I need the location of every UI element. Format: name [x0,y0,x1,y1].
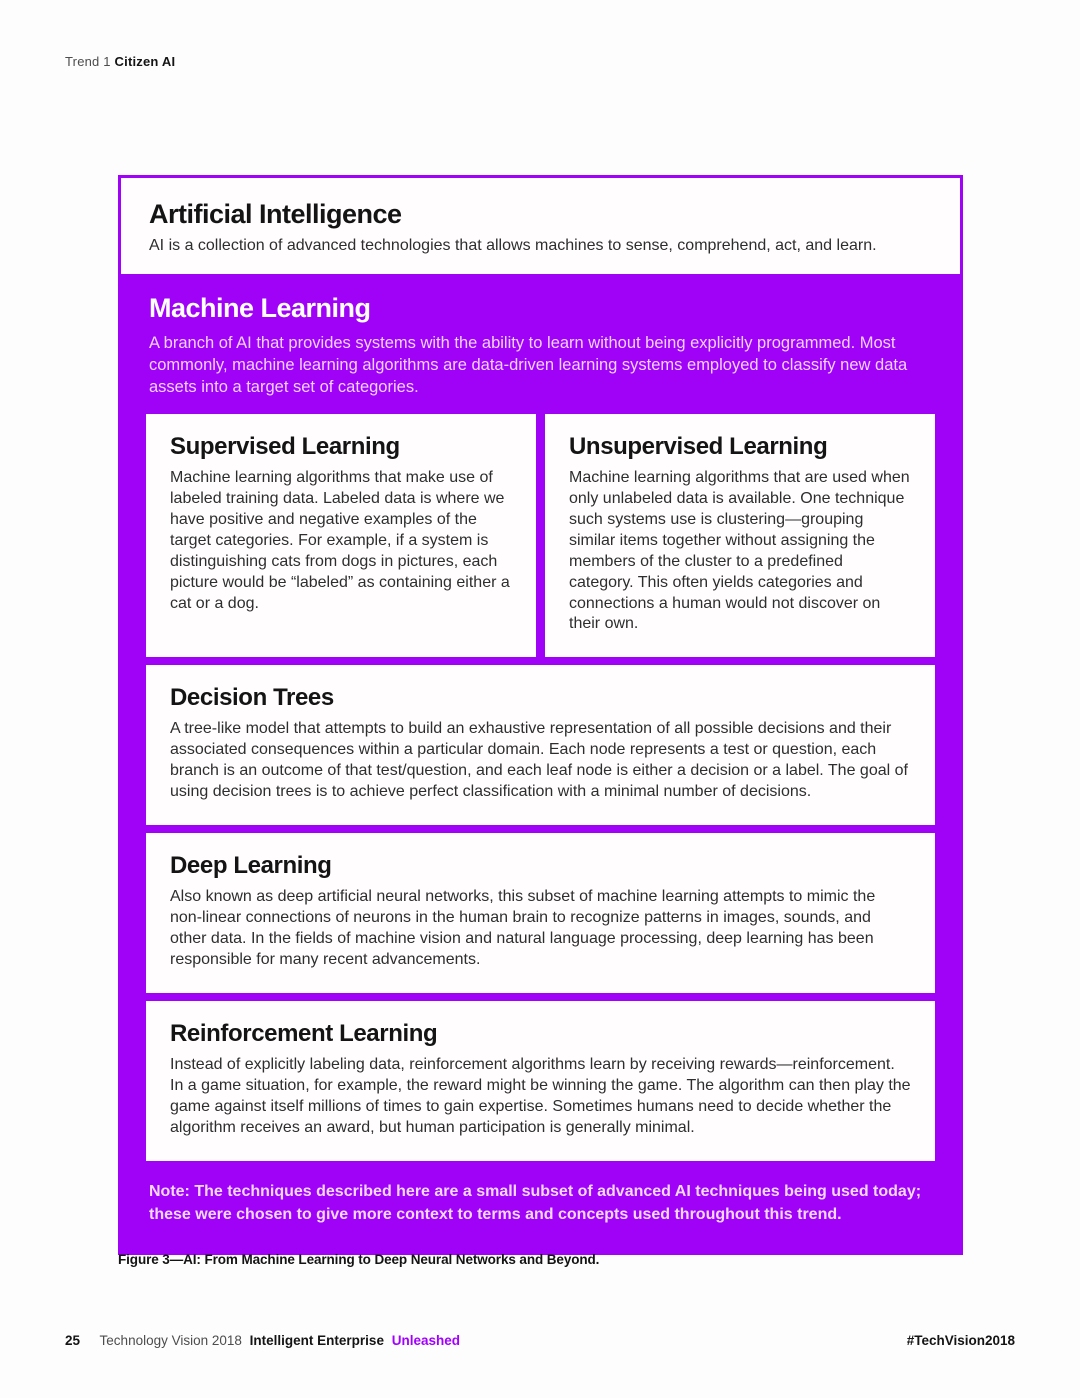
supervised-learning-card [146,414,536,658]
decision-trees-card [146,665,935,825]
machine-learning-description: A branch of AI that provides systems with the ability to learn without being explicitly programmed. Most commonly, machine learning algorithms are data-driven learning systems employed to classify new data assets into a target set of categories. [149,334,908,396]
publication-name: Technology Vision 2018 [99,1333,242,1348]
artificial-intelligence-description: AI is a collection of advanced technologies that allows machines to sense, comprehend, act, and learn. [149,237,877,254]
page-footer [65,1333,1015,1348]
reinforcement-learning-card [146,1001,935,1161]
reinforcement-learning-title: Reinforcement Learning [170,1020,438,1048]
footer-publication-info [65,1333,464,1348]
supervised-unsupervised-row [146,414,935,658]
deep-learning-title: Deep Learning [170,852,332,880]
supervised-learning-description: Machine learning algorithms that make use of labeled training data. Labeled data is where we have positive and negative examples of the target categories. For example, if a system is distinguishing cats from dogs in pictures, each picture would be “labeled” as containing either a cat or a dog. [170,468,510,612]
deep-learning-description: Also known as deep artificial neural networks, this subset of machine learning attempts to mimic the non-linear connections of neurons in the human brain to recognize patterns in images, sounds, and other data. In the fields of machine vision and natural language processing, deep learning has been responsible for many recent advancements. [170,888,876,969]
page-number: 25 [65,1333,81,1348]
machine-learning-section [121,274,960,1252]
reinforcement-learning-description: Instead of explicitly labeling data, reinforcement algorithms learn by receiving rewards—reinforcement. In a game situation, for example, the reward might be winning the game. The algorithm can then play the game against itself millions of times to gain expertise. Sometimes humans need to decide whether the algorithm receives an award, but human participation is generally minimal. [170,1056,911,1136]
trend-label: Trend 1 [65,54,111,69]
artificial-intelligence-title: Artificial Intelligence [149,199,402,229]
unsupervised-learning-title: Unsupervised Learning [569,432,828,460]
figure-note: Note: The techniques described here are a small subset of advanced AI techniques being used today; these were chosen to give more context to terms and concepts used throughout this trend. [149,1182,922,1223]
decision-trees-title: Decision Trees [170,684,334,712]
technique-cards-grid [146,414,935,1161]
unsupervised-learning-description: Machine learning algorithms that are used when only unlabeled data is available. One technique such systems use is clustering—grouping similar items together without assigning the members of the cluster to a predefined category. This often yields categories and connections a human would not discover on their own. [569,468,910,633]
ai-diagram-figure [118,175,963,1255]
decision-trees-description: A tree-like model that attempts to build an exhaustive representation of all possible decisions and their associated consequences within a particular domain. Each node represents a test or question, each branch is an outcome of that test/question, and each leaf node is either a decision or a label. The goal of using decision trees is to achieve perfect classification with a minimal number of decisions. [170,720,908,801]
edition-name: Intelligent Enterprise [249,1333,384,1348]
artificial-intelligence-box [121,178,960,274]
edition-suffix: Unleashed [391,1333,460,1348]
trend-title: Citizen AI [114,54,176,69]
hashtag: #TechVision2018 [906,1333,1015,1348]
page-header [65,54,175,69]
deep-learning-card [146,833,935,993]
figure-caption: Figure 3—AI: From Machine Learning to Deep Neural Networks and Beyond. [118,1252,600,1267]
supervised-learning-title: Supervised Learning [170,432,400,460]
machine-learning-title: Machine Learning [149,293,371,323]
unsupervised-learning-card [545,414,935,658]
